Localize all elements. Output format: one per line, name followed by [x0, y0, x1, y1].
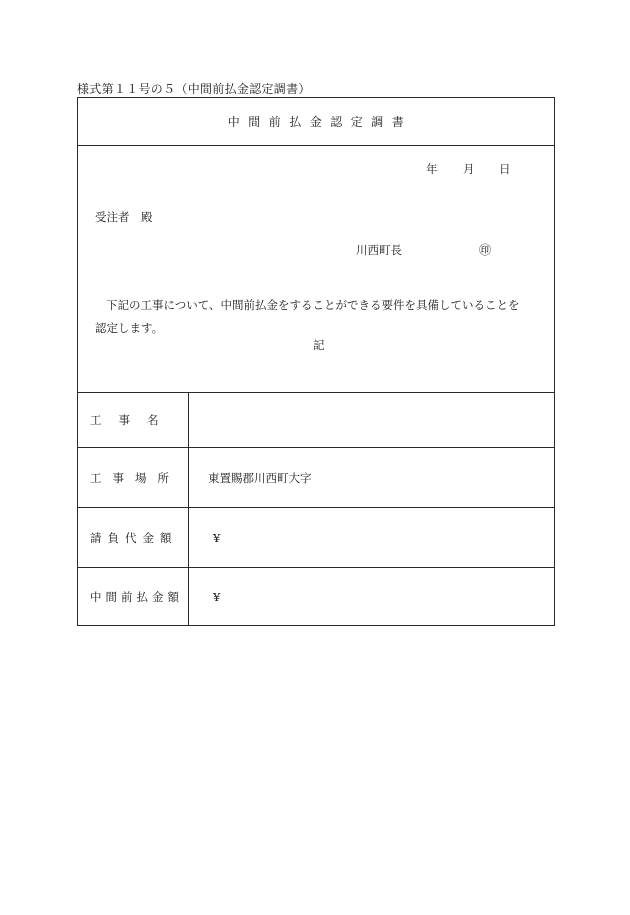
contract-amount-field[interactable]: ¥ — [213, 530, 221, 545]
row-project-location — [78, 448, 554, 508]
row-interim-advance-amount — [78, 568, 554, 626]
form-number-label: 様式第１１号の５（中間前払金認定調書） — [77, 82, 311, 96]
ki-heading: 記 — [313, 338, 325, 352]
project-name-field[interactable] — [189, 392, 554, 447]
statement-line-1: 下記の工事について、中間前払金をすることができる要件を具備していることを — [106, 298, 520, 312]
row-contract-amount — [78, 508, 554, 568]
date-day-label: 日 — [499, 162, 511, 176]
document-title: 中間前払金認定調書 — [227, 115, 413, 129]
project-location-label: 工事場所 — [78, 448, 189, 507]
interim-advance-amount-label: 中間前払金額 — [78, 568, 189, 626]
recipient-line: 受注者 殿 — [95, 210, 153, 224]
title-row — [78, 98, 554, 146]
project-location-field[interactable]: 東置賜郡川西町大字 — [208, 470, 312, 485]
seal-mark-icon: ㊞ — [479, 243, 492, 257]
interim-advance-amount-field[interactable]: ¥ — [213, 590, 221, 604]
date-year-label: 年 — [426, 162, 438, 176]
date-month-label: 月 — [463, 162, 475, 176]
row-project-name — [78, 392, 554, 448]
statement-line-2: 認定します。 — [95, 321, 164, 335]
document-body — [78, 145, 554, 393]
certification-form — [77, 97, 555, 626]
issuer-name: 川西町長 — [356, 243, 402, 257]
project-name-label: 工事名 — [78, 392, 189, 447]
contract-amount-label: 請負代金額 — [78, 508, 189, 567]
